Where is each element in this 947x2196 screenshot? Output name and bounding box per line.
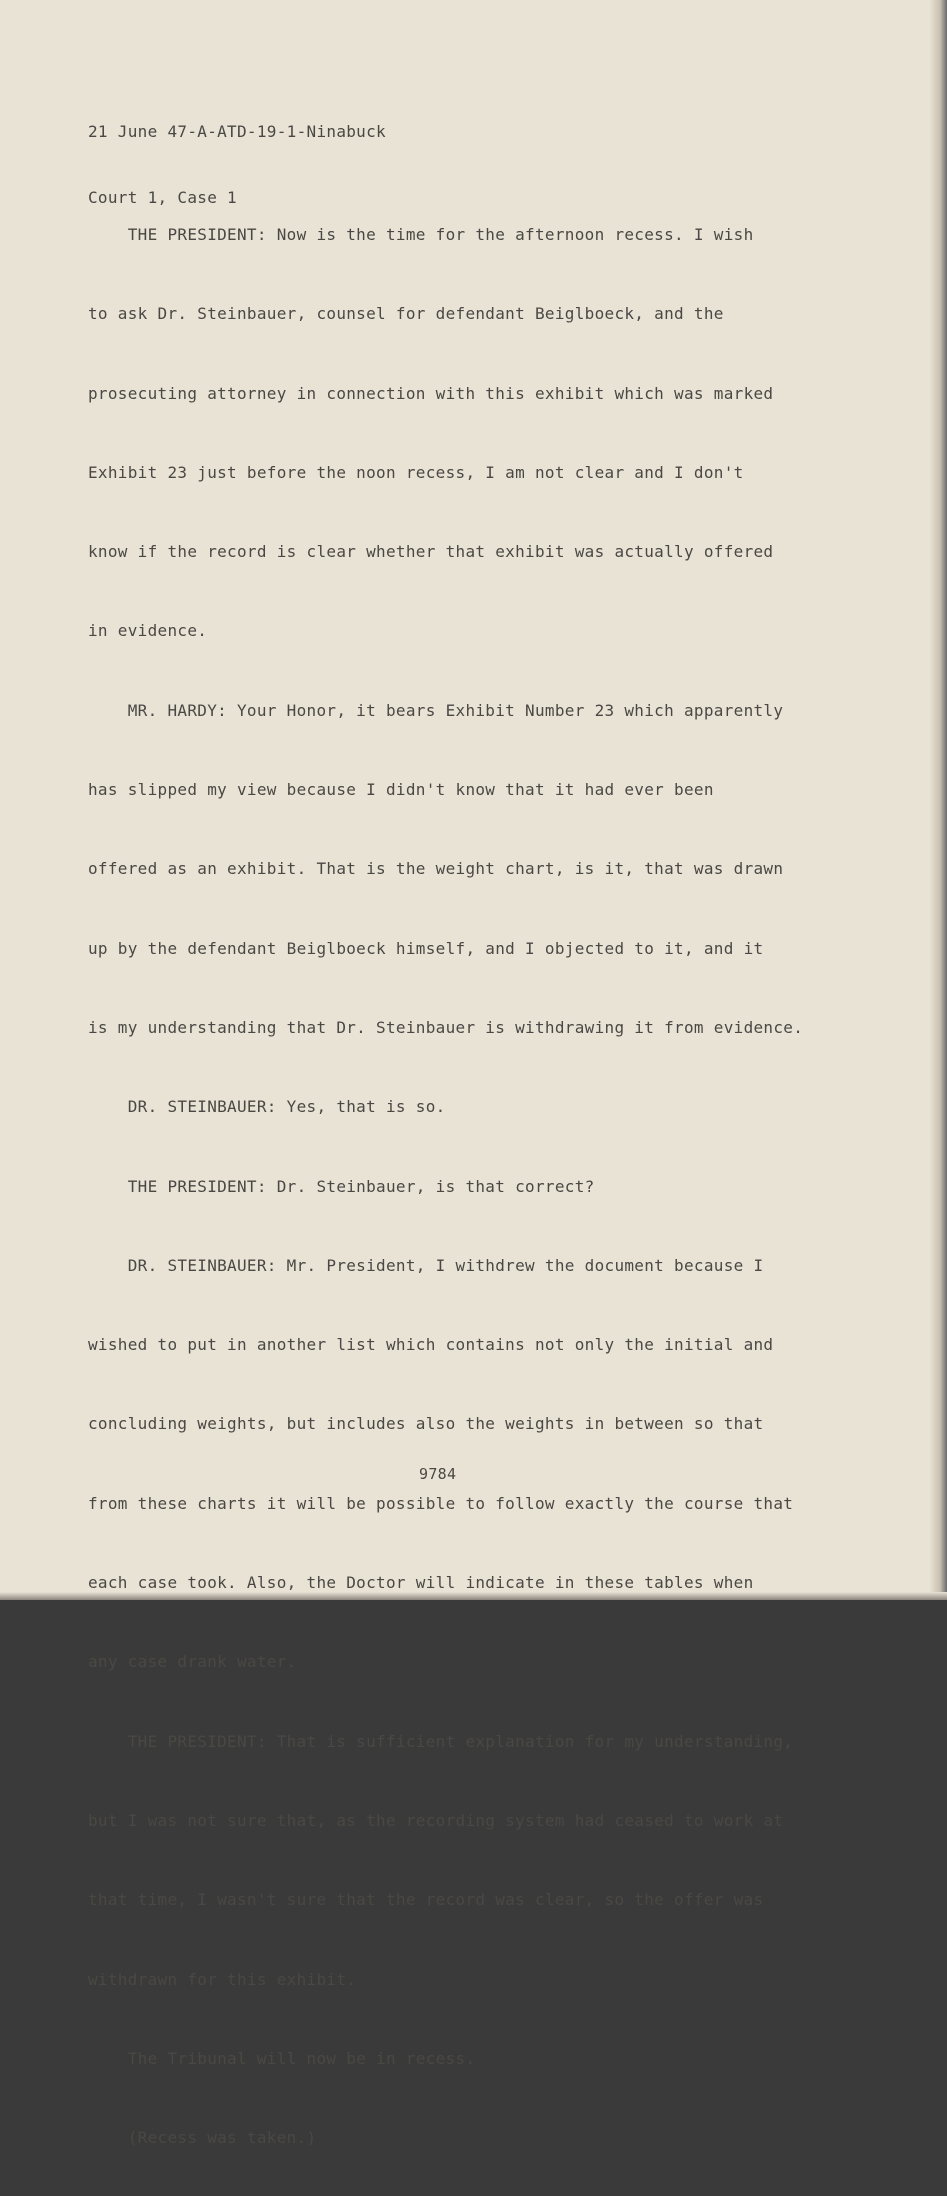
header-reference: 21 June 47-A-ATD-19-1-Ninabuck: [88, 122, 386, 141]
transcript-line: DR. STEINBAUER: Yes, that is so.: [88, 1097, 446, 1117]
transcript-line: each case took. Also, the Doctor will indicate in these tables when: [88, 1573, 754, 1593]
transcript-line: from these charts it will be possible to follow exactly the course that: [88, 1493, 794, 1513]
transcript-line: but I was not sure that, as the recording system had ceased to work at: [88, 1810, 784, 1830]
transcript-line: The Tribunal will now be in recess.: [88, 2048, 476, 2068]
page-edge-shadow: [929, 0, 947, 1600]
transcript-line: DR. STEINBAUER: Mr. President, I withdrew the document because I: [88, 1255, 764, 1275]
transcript-line: concluding weights, but includes also the weights in between so that: [88, 1414, 764, 1434]
transcript-line: (Recess was taken.): [88, 2128, 317, 2148]
transcript-line: in evidence.: [88, 621, 208, 641]
transcript-line: wished to put in another list which contains not only the initial and: [88, 1335, 774, 1355]
transcript-line: has slipped my view because I didn't know that it had ever been: [88, 780, 714, 800]
transcript-line: that time, I wasn't sure that the record was clear, so the offer was: [88, 1890, 764, 1910]
transcript-body: [88, 176, 878, 2196]
transcript-line: THE PRESIDENT: Dr. Steinbauer, is that correct?: [88, 1176, 595, 1196]
transcript-line: any case drank water.: [88, 1652, 297, 1672]
transcript-line: withdrawn for this exhibit.: [88, 1969, 357, 1989]
transcript-line: prosecuting attorney in connection with this exhibit which was marked: [88, 383, 774, 403]
transcript-line: know if the record is clear whether that exhibit was actually offered: [88, 542, 774, 562]
transcript-line: is my understanding that Dr. Steinbauer is withdrawing it from evidence.: [88, 1017, 804, 1037]
header-court-case: Court 1, Case 1: [88, 188, 237, 207]
transcript-line: Exhibit 23 just before the noon recess, I am not clear and I don't: [88, 462, 744, 482]
transcript-line: THE PRESIDENT: Now is the time for the afternoon recess. I wish: [88, 225, 754, 244]
transcript-line: to ask Dr. Steinbauer, counsel for defendant Beiglboeck, and the: [88, 304, 724, 324]
transcript-line: MR. HARDY: Your Honor, it bears Exhibit Number 23 which apparently: [88, 700, 784, 720]
transcript-line: offered as an exhibit. That is the weight chart, is it, that was drawn: [88, 859, 784, 879]
transcript-line: THE PRESIDENT: That is sufficient explanation for my understanding,: [88, 1731, 794, 1751]
page-number: 9784: [419, 1465, 457, 1483]
transcript-line: up by the defendant Beiglboeck himself, and I objected to it, and it: [88, 938, 764, 958]
